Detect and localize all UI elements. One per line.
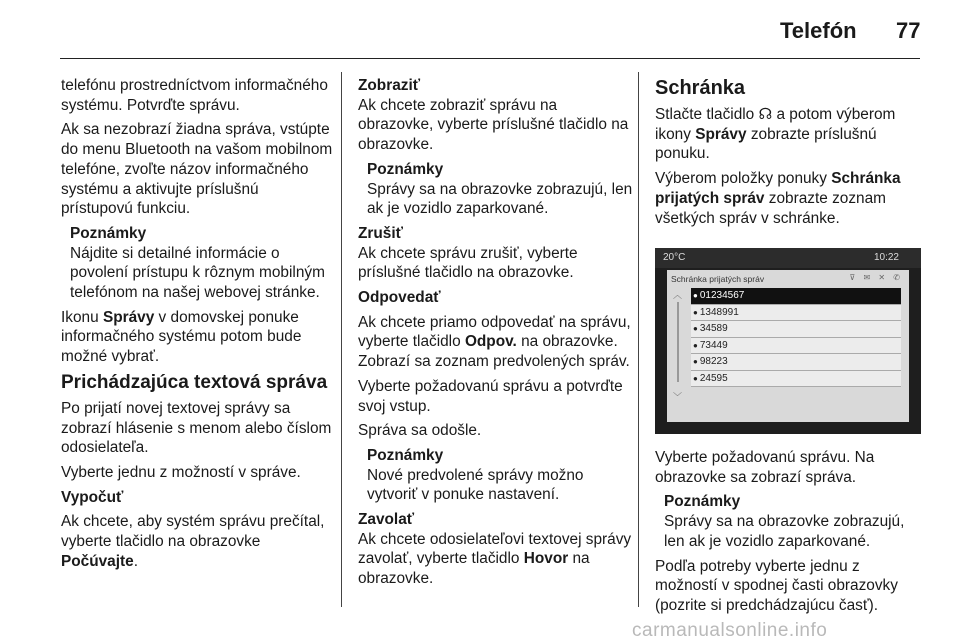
note	[70, 224, 333, 303]
section-heading: Prichádzajúca textová správa	[61, 371, 328, 393]
paragraph: Ak chcete správu zrušiť, vyberte príslušné tlačidlo na obrazovke.	[358, 244, 578, 282]
sub-heading: Vypočuť	[61, 488, 124, 506]
note	[367, 446, 633, 505]
list-item	[691, 354, 901, 371]
column-1	[61, 76, 333, 576]
note-heading: Poznámky	[367, 446, 444, 464]
column-divider-1	[341, 72, 342, 607]
bold-term: Hovor	[523, 550, 569, 568]
scrollbar	[677, 302, 679, 382]
text: Ak chcete odosielateľovi textovej správy zavolať, vyberte tlačidlo	[358, 530, 632, 568]
column-3	[655, 76, 925, 233]
header-divider	[60, 58, 920, 59]
inbox-title: Schránka prijatých správ	[671, 274, 765, 284]
message-icon: ●	[693, 340, 698, 350]
bold-term: Správy	[102, 308, 155, 326]
note-heading: Poznámky	[664, 493, 741, 511]
list-item	[691, 371, 901, 388]
message-sender: 01234567	[699, 290, 745, 301]
paragraph	[61, 512, 333, 571]
paragraph	[61, 308, 333, 367]
message-sender: 1348991	[699, 306, 739, 318]
status-bar	[655, 248, 921, 268]
column-divider-2	[638, 72, 639, 607]
message-list	[691, 288, 901, 387]
note-body: Nájdite si detailné informácie o povolení prístupu k rôznym mobilným telefónom na našej webovej stránke.	[70, 244, 325, 302]
list-item	[691, 305, 901, 322]
paragraph: Vyberte požadovanú správu a potvrďte svoj vstup.	[358, 377, 623, 415]
bold-term: Schránka prijatých správ	[655, 170, 901, 207]
column-3-lower	[655, 448, 925, 621]
scroll-up-icon: ︿	[673, 290, 683, 300]
message-sender: 34589	[699, 323, 728, 334]
paragraph	[358, 313, 633, 372]
sub-heading: Zrušiť	[358, 224, 403, 242]
list-item	[691, 338, 901, 355]
text: Stlačte tlačidlo	[655, 106, 759, 123]
list-item	[691, 288, 901, 305]
column-2	[358, 76, 633, 594]
inbox-screenshot	[655, 248, 921, 434]
status-icons: ⊽ ✉ ✕ ✆	[849, 273, 903, 282]
text: zobrazte príslušnú ponuku.	[655, 125, 877, 163]
sub-heading: Zobraziť	[358, 77, 421, 94]
note	[664, 492, 925, 551]
text: v domovskej ponuke informačného systému potom bude možné vybrať.	[61, 308, 302, 366]
bold-term: Odpov.	[464, 333, 517, 351]
bold-term: Správy	[695, 125, 747, 143]
text: a potom výberom ikony	[655, 106, 896, 143]
inbox-panel	[667, 270, 909, 422]
watermark: carmanualsonline.info	[632, 620, 828, 641]
section-heading: Schránka	[655, 77, 746, 99]
note-body: Správy sa na obrazovke zobrazujú, len ak je vozidlo zaparkované.	[664, 513, 905, 550]
paragraph	[655, 169, 925, 228]
note-heading: Poznámky	[367, 160, 444, 178]
note-body: Nové predvolené správy možno vytvoriť v ponuke nastavení.	[367, 466, 584, 504]
text: Ak chcete priamo odpovedať na správu, vyberte tlačidlo	[358, 313, 631, 351]
message-sender: 98223	[699, 356, 728, 367]
note-body: Správy sa na obrazovke zobrazujú, len ak je vozidlo zaparkované.	[367, 180, 633, 218]
paragraph: Ak sa nezobrazí žiadna správa, vstúpte do menu Bluetooth na vašom mobilnom telefóne, zvoľte názov informačného systému a aktivujte príslušnú prístupovú funkciu.	[61, 121, 333, 218]
paragraph: Podľa potreby vyberte jednu z možností v spodnej časti obrazovky (pozrite si predchádzajúcu časť).	[655, 557, 898, 614]
paragraph	[655, 105, 925, 164]
text: na obrazovke. Zobrazí sa zoznam predvolených správ.	[358, 333, 630, 371]
paragraph	[358, 530, 633, 589]
message-icon: ●	[693, 357, 698, 366]
phone-button-icon: ☊	[758, 106, 773, 123]
paragraph: Vyberte požadovanú správu. Na obrazovke sa zobrazí správa.	[655, 449, 875, 486]
clock-readout: 10:22	[873, 252, 899, 263]
paragraph: Vyberte jednu z možností v správe.	[61, 463, 301, 481]
paragraph: telefónu prostredníctvom informačného systému. Potvrďte správu.	[61, 77, 328, 114]
message-icon: ●	[693, 373, 698, 383]
text: Ak chcete, aby systém správu prečítal, vyberte tlačidlo na obrazovke	[61, 513, 325, 551]
paragraph: Ak chcete zobraziť správu na obrazovke, vyberte príslušné tlačidlo na obrazovke.	[358, 96, 629, 154]
note	[367, 160, 633, 219]
text: Výberom položky ponuky	[655, 170, 832, 188]
text: .	[133, 552, 138, 570]
sub-heading: Odpovedať	[358, 289, 441, 307]
message-sender: 73449	[699, 339, 728, 351]
text: zobrazte zoznam všetkých správ v schránke.	[655, 189, 886, 227]
message-sender: 24595	[699, 372, 728, 384]
message-icon: ●	[693, 291, 698, 300]
message-icon: ●	[693, 324, 698, 333]
paragraph: Po prijatí novej textovej správy sa zobrazí hlásenie s menom alebo číslom odosielateľa.	[61, 399, 332, 457]
temperature-readout: 20°C	[663, 252, 686, 263]
paragraph: Správa sa odošle.	[358, 422, 482, 440]
scroll-down-icon: ﹀	[673, 392, 683, 402]
bold-term: Počúvajte	[61, 552, 134, 570]
sub-heading: Zavolať	[358, 511, 415, 529]
text: Ikonu	[61, 308, 103, 326]
text: na obrazovke.	[358, 550, 590, 588]
page-number: 77	[896, 18, 921, 43]
list-item	[691, 321, 901, 338]
note-heading: Poznámky	[70, 224, 147, 242]
page-title: Telefón	[780, 18, 857, 43]
message-icon: ●	[693, 307, 698, 317]
